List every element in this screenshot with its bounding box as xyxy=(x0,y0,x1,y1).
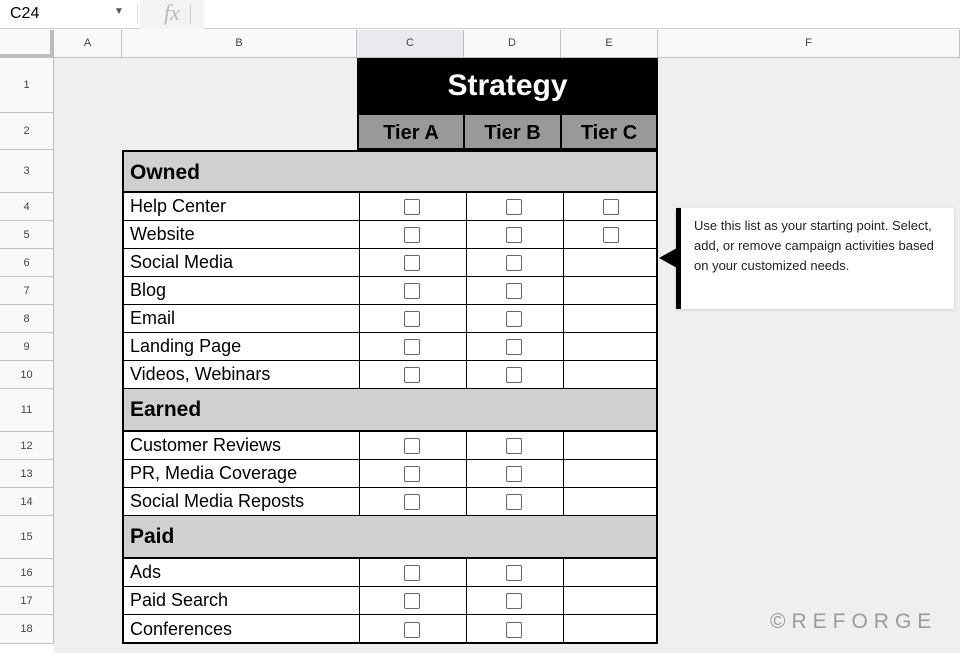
tier-b-checkbox[interactable] xyxy=(506,255,522,271)
activity-label[interactable]: Blog xyxy=(130,280,167,300)
cell-divider xyxy=(359,488,360,515)
activity-label[interactable]: Help Center xyxy=(130,196,227,216)
tier-a-checkbox[interactable] xyxy=(404,311,420,327)
tier-b-checkbox[interactable] xyxy=(506,311,522,327)
cell-divider xyxy=(563,587,564,614)
cell-divider xyxy=(359,249,360,276)
section-header[interactable]: Owned xyxy=(122,150,658,193)
cell-divider xyxy=(359,460,360,487)
cell-divider xyxy=(359,193,360,220)
row-header[interactable]: 10 xyxy=(0,361,54,389)
row-header[interactable]: 12 xyxy=(0,432,54,460)
row-header[interactable]: 6 xyxy=(0,249,54,277)
cell-divider xyxy=(466,249,467,276)
table-row xyxy=(122,221,658,249)
row-header[interactable]: 14 xyxy=(0,488,54,516)
activity-label[interactable]: Email xyxy=(130,308,176,328)
cell-divider xyxy=(563,432,564,459)
tier-c-checkbox[interactable] xyxy=(603,199,619,215)
strategy-title[interactable]: Strategy xyxy=(357,58,658,113)
name-box[interactable] xyxy=(0,0,134,29)
cell-divider xyxy=(563,221,564,248)
activity-label[interactable]: Social Media Reposts xyxy=(130,491,305,511)
tier-b-checkbox[interactable] xyxy=(506,339,522,355)
activity-label[interactable]: Landing Page xyxy=(130,336,242,356)
cell-divider xyxy=(563,277,564,304)
row-header[interactable]: 11 xyxy=(0,389,54,432)
activity-label[interactable]: Videos, Webinars xyxy=(130,364,271,384)
cell-divider xyxy=(563,361,564,388)
cell-divider xyxy=(466,559,467,586)
row-header[interactable]: 2 xyxy=(0,113,54,150)
cell-divider xyxy=(359,277,360,304)
tier-c-checkbox[interactable] xyxy=(603,227,619,243)
tier-a-checkbox[interactable] xyxy=(404,255,420,271)
activity-label[interactable]: Conferences xyxy=(130,618,233,639)
activity-label[interactable]: Paid Search xyxy=(130,590,229,610)
row-header[interactable]: 8 xyxy=(0,305,54,333)
divider xyxy=(190,4,191,24)
tier-b-checkbox[interactable] xyxy=(506,283,522,299)
tier-a-checkbox[interactable] xyxy=(404,466,420,482)
cell-divider xyxy=(466,305,467,332)
cell-divider xyxy=(466,615,467,642)
column-header-b[interactable]: B xyxy=(122,30,357,58)
cell-reference: C24 xyxy=(10,5,40,22)
tier-a-checkbox[interactable] xyxy=(404,227,420,243)
tier-b-checkbox[interactable] xyxy=(506,367,522,383)
cell-divider xyxy=(563,193,564,220)
row-header[interactable]: 5 xyxy=(0,221,54,249)
tier-a-checkbox[interactable] xyxy=(404,565,420,581)
activity-label[interactable]: Customer Reviews xyxy=(130,435,282,455)
cell-divider xyxy=(359,587,360,614)
table-row xyxy=(122,361,658,389)
cell-divider xyxy=(359,432,360,459)
cell-divider xyxy=(359,361,360,388)
cell-divider xyxy=(563,333,564,360)
row-header[interactable]: 1 xyxy=(0,58,54,113)
cell-divider xyxy=(359,559,360,586)
cell-divider xyxy=(466,193,467,220)
column-header-f[interactable]: F xyxy=(658,30,960,58)
tier-a-checkbox[interactable] xyxy=(404,367,420,383)
row-header[interactable]: 18 xyxy=(0,615,54,644)
activity-label[interactable]: Website xyxy=(130,224,195,244)
row-header[interactable]: 9 xyxy=(0,333,54,361)
tier-b-checkbox[interactable] xyxy=(506,199,522,215)
sheet-background xyxy=(54,58,122,653)
tier-b-checkbox[interactable] xyxy=(506,565,522,581)
chevron-down-icon[interactable]: ▼ xyxy=(114,6,124,17)
cell-divider xyxy=(466,277,467,304)
row-header[interactable]: 3 xyxy=(0,150,54,193)
tier-c-header[interactable]: Tier C xyxy=(561,113,658,150)
cell-divider xyxy=(359,221,360,248)
table-row xyxy=(122,193,658,221)
tier-b-checkbox[interactable] xyxy=(506,622,522,638)
tier-b-header[interactable]: Tier B xyxy=(464,113,561,150)
column-header-d[interactable]: D xyxy=(464,30,561,58)
table-row xyxy=(122,587,658,615)
table-row xyxy=(122,305,658,333)
tier-a-checkbox[interactable] xyxy=(404,622,420,638)
section-header[interactable]: Paid xyxy=(122,516,658,559)
tier-b-checkbox[interactable] xyxy=(506,494,522,510)
table-row xyxy=(122,460,658,488)
cell-divider xyxy=(359,615,360,642)
row-header[interactable]: 16 xyxy=(0,559,54,587)
tier-a-checkbox[interactable] xyxy=(404,494,420,510)
note-box: Use this list as your starting point. Select, add, or remove campaign activities based on your customized needs. xyxy=(676,208,954,309)
section-header[interactable]: Earned xyxy=(122,389,658,432)
table-row xyxy=(122,249,658,277)
tier-a-checkbox[interactable] xyxy=(404,339,420,355)
tier-b-checkbox[interactable] xyxy=(506,593,522,609)
row-header[interactable]: 4 xyxy=(0,193,54,221)
tier-a-checkbox[interactable] xyxy=(404,438,420,454)
tier-a-header[interactable]: Tier A xyxy=(357,113,464,150)
tier-a-checkbox[interactable] xyxy=(404,199,420,215)
tier-b-checkbox[interactable] xyxy=(506,227,522,243)
cell-divider xyxy=(466,221,467,248)
cell-divider xyxy=(466,488,467,515)
reforge-watermark: ©REFORGE xyxy=(770,610,938,633)
activity-label[interactable]: Ads xyxy=(130,562,162,582)
table-row xyxy=(122,559,658,587)
table-row xyxy=(122,277,658,305)
fx-icon: fx xyxy=(140,0,204,29)
activity-label[interactable]: Social Media xyxy=(130,252,234,272)
cell-divider xyxy=(466,333,467,360)
note-pointer xyxy=(659,248,677,268)
cell-divider xyxy=(466,361,467,388)
select-all-corner[interactable] xyxy=(0,30,54,58)
cell-divider xyxy=(359,333,360,360)
cell-divider xyxy=(563,559,564,586)
row-header[interactable]: 13 xyxy=(0,460,54,488)
column-header-c[interactable]: C xyxy=(357,30,464,58)
cell-divider xyxy=(466,432,467,459)
tier-b-checkbox[interactable] xyxy=(506,466,522,482)
sheet-background xyxy=(122,58,357,150)
cell-divider xyxy=(563,249,564,276)
cell-divider xyxy=(466,460,467,487)
tier-a-checkbox[interactable] xyxy=(404,283,420,299)
row-header[interactable]: 7 xyxy=(0,277,54,305)
row-header[interactable]: 17 xyxy=(0,587,54,615)
cell-divider xyxy=(466,587,467,614)
column-header-a[interactable]: A xyxy=(54,30,122,58)
row-header[interactable]: 15 xyxy=(0,516,54,559)
column-header-e[interactable]: E xyxy=(561,30,658,58)
table-row xyxy=(122,488,658,516)
cell-divider xyxy=(563,615,564,642)
cell-divider xyxy=(563,305,564,332)
table-row xyxy=(122,333,658,361)
tier-a-checkbox[interactable] xyxy=(404,593,420,609)
divider xyxy=(137,4,138,24)
table-row xyxy=(122,615,658,644)
cell-divider xyxy=(563,488,564,515)
sheet-background xyxy=(122,644,658,653)
cell-divider xyxy=(563,460,564,487)
tier-b-checkbox[interactable] xyxy=(506,438,522,454)
activity-label[interactable]: PR, Media Coverage xyxy=(130,463,298,483)
table-row xyxy=(122,432,658,460)
sheet-background xyxy=(658,58,960,653)
cell-divider xyxy=(359,305,360,332)
